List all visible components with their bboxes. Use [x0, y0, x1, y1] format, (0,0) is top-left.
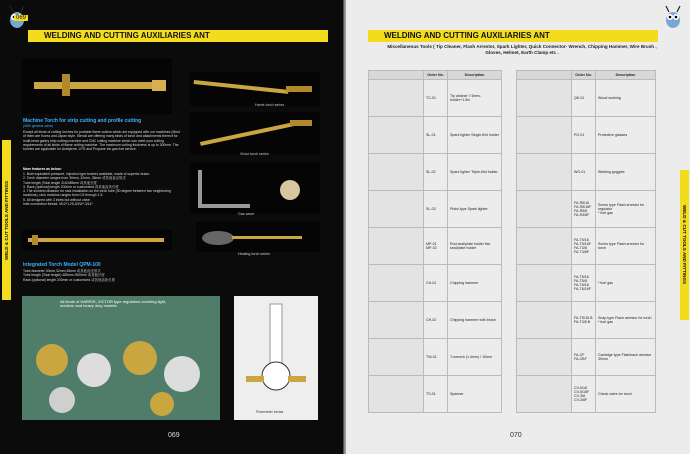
- description: Spark lighter Triple-flint holder: [448, 154, 502, 191]
- table-row: [517, 154, 656, 191]
- table-row: [517, 117, 656, 154]
- description: Spanner: [448, 376, 502, 413]
- tool-image: [517, 228, 572, 265]
- regulators-image: [22, 296, 220, 420]
- order-no: CH-01: [424, 265, 448, 302]
- table-row: [517, 376, 656, 413]
- torch-description: Except all kinds of cutting torches for portable flame cutters which are equipped with our machines (Most of them are Korea and Japan style. Stencil are offering many kinds of torch and attachments thereof for multi-head gantry strip cutting machine and CNC cutting machine which can meet your cutting requirements of all kinds of flame cutting machine. The maximum cutting thickness is up to 300mm. The torches are applicable for Acetylene, LPG and Propane etc gas fuel service.: [23, 130, 180, 152]
- tool-image: [369, 154, 424, 191]
- heating-caption: Heating torch series: [238, 252, 270, 256]
- machine-torch-image: [22, 58, 172, 114]
- description: Check valve for torch: [596, 376, 656, 413]
- order-no: CH-02: [424, 302, 448, 339]
- description: Tip cleaner 7.6mm-holder+1.5in: [448, 80, 502, 117]
- torch-subtitle: (With general valve): [23, 124, 54, 128]
- order-no: TC-01: [424, 80, 448, 117]
- description: Snap type Flash arrestor for torch * fuel gas: [596, 302, 656, 339]
- order-no: FA-R5/16 FA-R5/16F FA-R5/8 FA-R3/8F: [572, 191, 596, 228]
- tool-image: [517, 265, 572, 302]
- spec-item: Rack (optional) length 200mm or customized 或其他齿条长度: [23, 277, 115, 282]
- order-no: SL-03: [424, 191, 448, 228]
- order-no: MP-01 MP-02: [424, 228, 448, 265]
- feature-item: 2. Torch diameter ranges from 30mm, 32mm, 35mm 或其他直径形式: [23, 176, 126, 181]
- spec-item: Tube diameter 30mm,32mm,35mm 或其他直径形式: [23, 269, 101, 273]
- tool-image: [517, 376, 572, 413]
- tool-image: [369, 228, 424, 265]
- heating-torch-image: [196, 222, 320, 252]
- col-order: Order No.: [572, 71, 596, 80]
- description: Pistol type Spark lighter: [448, 191, 502, 228]
- tool-image: [369, 376, 424, 413]
- subtitle: Miscellaneous Tools ( Tip Cleaner, Flash Arrestor, Spark Lighter, Quick Connector- Wrench, Chipping Hammer, Wire Brush , Gloves, Helmet, Earth Clamp etc .: [387, 44, 657, 55]
- description: Protective glasses: [596, 117, 656, 154]
- order-no: FA-CF FA-CBF: [572, 339, 596, 376]
- description: Screw type Flash arrestor for torch: [596, 228, 656, 265]
- features-title: More features as below:: [23, 167, 62, 171]
- gas-saver-caption: Gas saver: [238, 212, 255, 216]
- table-row: [369, 228, 502, 265]
- order-no: SL-01: [424, 117, 448, 154]
- integrated-title: Integrated Torch Model QPM-100: [23, 262, 101, 268]
- tool-image: [369, 302, 424, 339]
- description: * fuel gas: [596, 265, 656, 302]
- col-description: Description: [596, 71, 656, 80]
- order-no: FA-T5/16 FA-T5/8 FA-T6/16 FA-T6/16F: [572, 265, 596, 302]
- table-row: [517, 228, 656, 265]
- tool-image: [517, 339, 572, 376]
- tool-image: [517, 117, 572, 154]
- table-row: [517, 339, 656, 376]
- tool-image: [517, 80, 572, 117]
- order-no: QK-01: [572, 80, 596, 117]
- feature-item: 4. The shortest distance for rack installation on the torch tube (90 degree between two neighboring locations), rack modulus ranges from 0.8 through 1.5.: [23, 189, 171, 198]
- description: T-wrench (1.4mm) / 10mm: [448, 339, 502, 376]
- victor-torch-image: [190, 112, 320, 154]
- page-badge: 069: [16, 15, 27, 21]
- order-no: FA-T5/16 FA-T5/16F FA-T3/8 FA-T3/8F: [572, 228, 596, 265]
- table-row: [369, 302, 502, 339]
- order-no: TW-01: [424, 339, 448, 376]
- col-image: [517, 71, 572, 80]
- col-image: [369, 71, 424, 80]
- order-no: WG-01: [572, 154, 596, 191]
- flowmeter-image: [234, 296, 318, 420]
- order-no: PG-01: [572, 117, 596, 154]
- table-row: [369, 265, 502, 302]
- integrated-torch-image: [22, 230, 172, 250]
- tool-image: [369, 117, 424, 154]
- tool-image: [369, 339, 424, 376]
- regulator-text: All kinds of HARRIS, VICTOR type regulators covering light, medium and heavy duty models.: [60, 299, 167, 309]
- feature-item: 5. All designed with 3 inlets but without valve.: [23, 197, 91, 202]
- description: Welding goggles: [596, 154, 656, 191]
- description: Chipping hammer: [448, 265, 502, 302]
- tool-image: [369, 80, 424, 117]
- table-row: [517, 80, 656, 117]
- side-tag: WELD & CUT TOOLS AND FITTINGS: [2, 140, 11, 300]
- col-order: Order No.: [424, 71, 448, 80]
- table-row: [517, 265, 656, 302]
- machine-torch-icon: [22, 58, 172, 114]
- tool-image: [369, 265, 424, 302]
- spec-item: Tube length (Total length) 485mm /500mm 或其他长度: [23, 273, 105, 278]
- order-no: SL-02: [424, 154, 448, 191]
- description: Spark lighter Single-flint holder: [448, 117, 502, 154]
- harris-caption: Harris torch series: [255, 103, 285, 107]
- ant-mascot-icon: [660, 4, 686, 30]
- table-row: [369, 117, 502, 154]
- tool-image: [517, 154, 572, 191]
- tools-table-right: [516, 70, 656, 413]
- page-banner: WELDING AND CUTTING AUXILIARIES ANT: [28, 30, 328, 42]
- harris-torch-image: [190, 72, 320, 106]
- tool-image: [369, 191, 424, 228]
- tools-table-left: [368, 70, 502, 413]
- feature-item: 1. Both equivalent pressure, injection type torches available, made of superior brass.: [23, 172, 150, 176]
- description: Screw type Flash arrestor for regulator * fuel gas: [596, 191, 656, 228]
- description: Wood working: [596, 80, 656, 117]
- description: Cartridge type Flashback arrestor 30mm: [596, 339, 656, 376]
- feature-item: 3. Rack (optional) length 200mm or customized 或其他齿条长度: [23, 184, 119, 189]
- torch-title: Machine Torch for strip cutting and profile cutting: [23, 118, 142, 124]
- page-number: 070: [510, 432, 522, 439]
- table-row: [517, 191, 656, 228]
- order-no: FA-TS/16 B FA-T3/8 B: [572, 302, 596, 339]
- integrated-specs: [23, 269, 183, 282]
- col-description: Description: [448, 71, 502, 80]
- left-page: [0, 0, 344, 454]
- description: Chipping hammer with brush: [448, 302, 502, 339]
- victor-caption: Victor torch series: [240, 152, 269, 156]
- description: Rod seal/plate holder flat seal/plate holder: [448, 228, 502, 265]
- page-number: 069: [168, 432, 180, 439]
- tool-image: [517, 302, 572, 339]
- flowmeter-caption: Flowmeter series: [256, 410, 284, 414]
- table-row: [369, 80, 502, 117]
- page-banner: WELDING AND CUTTING AUXILIARIES ANT: [368, 30, 658, 42]
- table-row: [517, 302, 656, 339]
- table-row: [369, 339, 502, 376]
- side-tag: WELD & CUT TOOLS AND FITTINGS: [680, 170, 689, 320]
- table-row: [369, 191, 502, 228]
- table-row: [369, 376, 502, 413]
- order-no: CV-5/16 CV-5/16F CV-3/8 CV-3/8F: [572, 376, 596, 413]
- feature-item: Tube length (Total length 315/485mm 或其他长度: [23, 180, 97, 185]
- features-list: [23, 172, 183, 206]
- tool-image: [517, 191, 572, 228]
- gas-saver-image: [190, 162, 320, 214]
- order-no: TS-01: [424, 376, 448, 413]
- feature-item: Inlet connection thread: M12*1.25,3/2W*,3/14*: [23, 202, 93, 207]
- table-row: [369, 154, 502, 191]
